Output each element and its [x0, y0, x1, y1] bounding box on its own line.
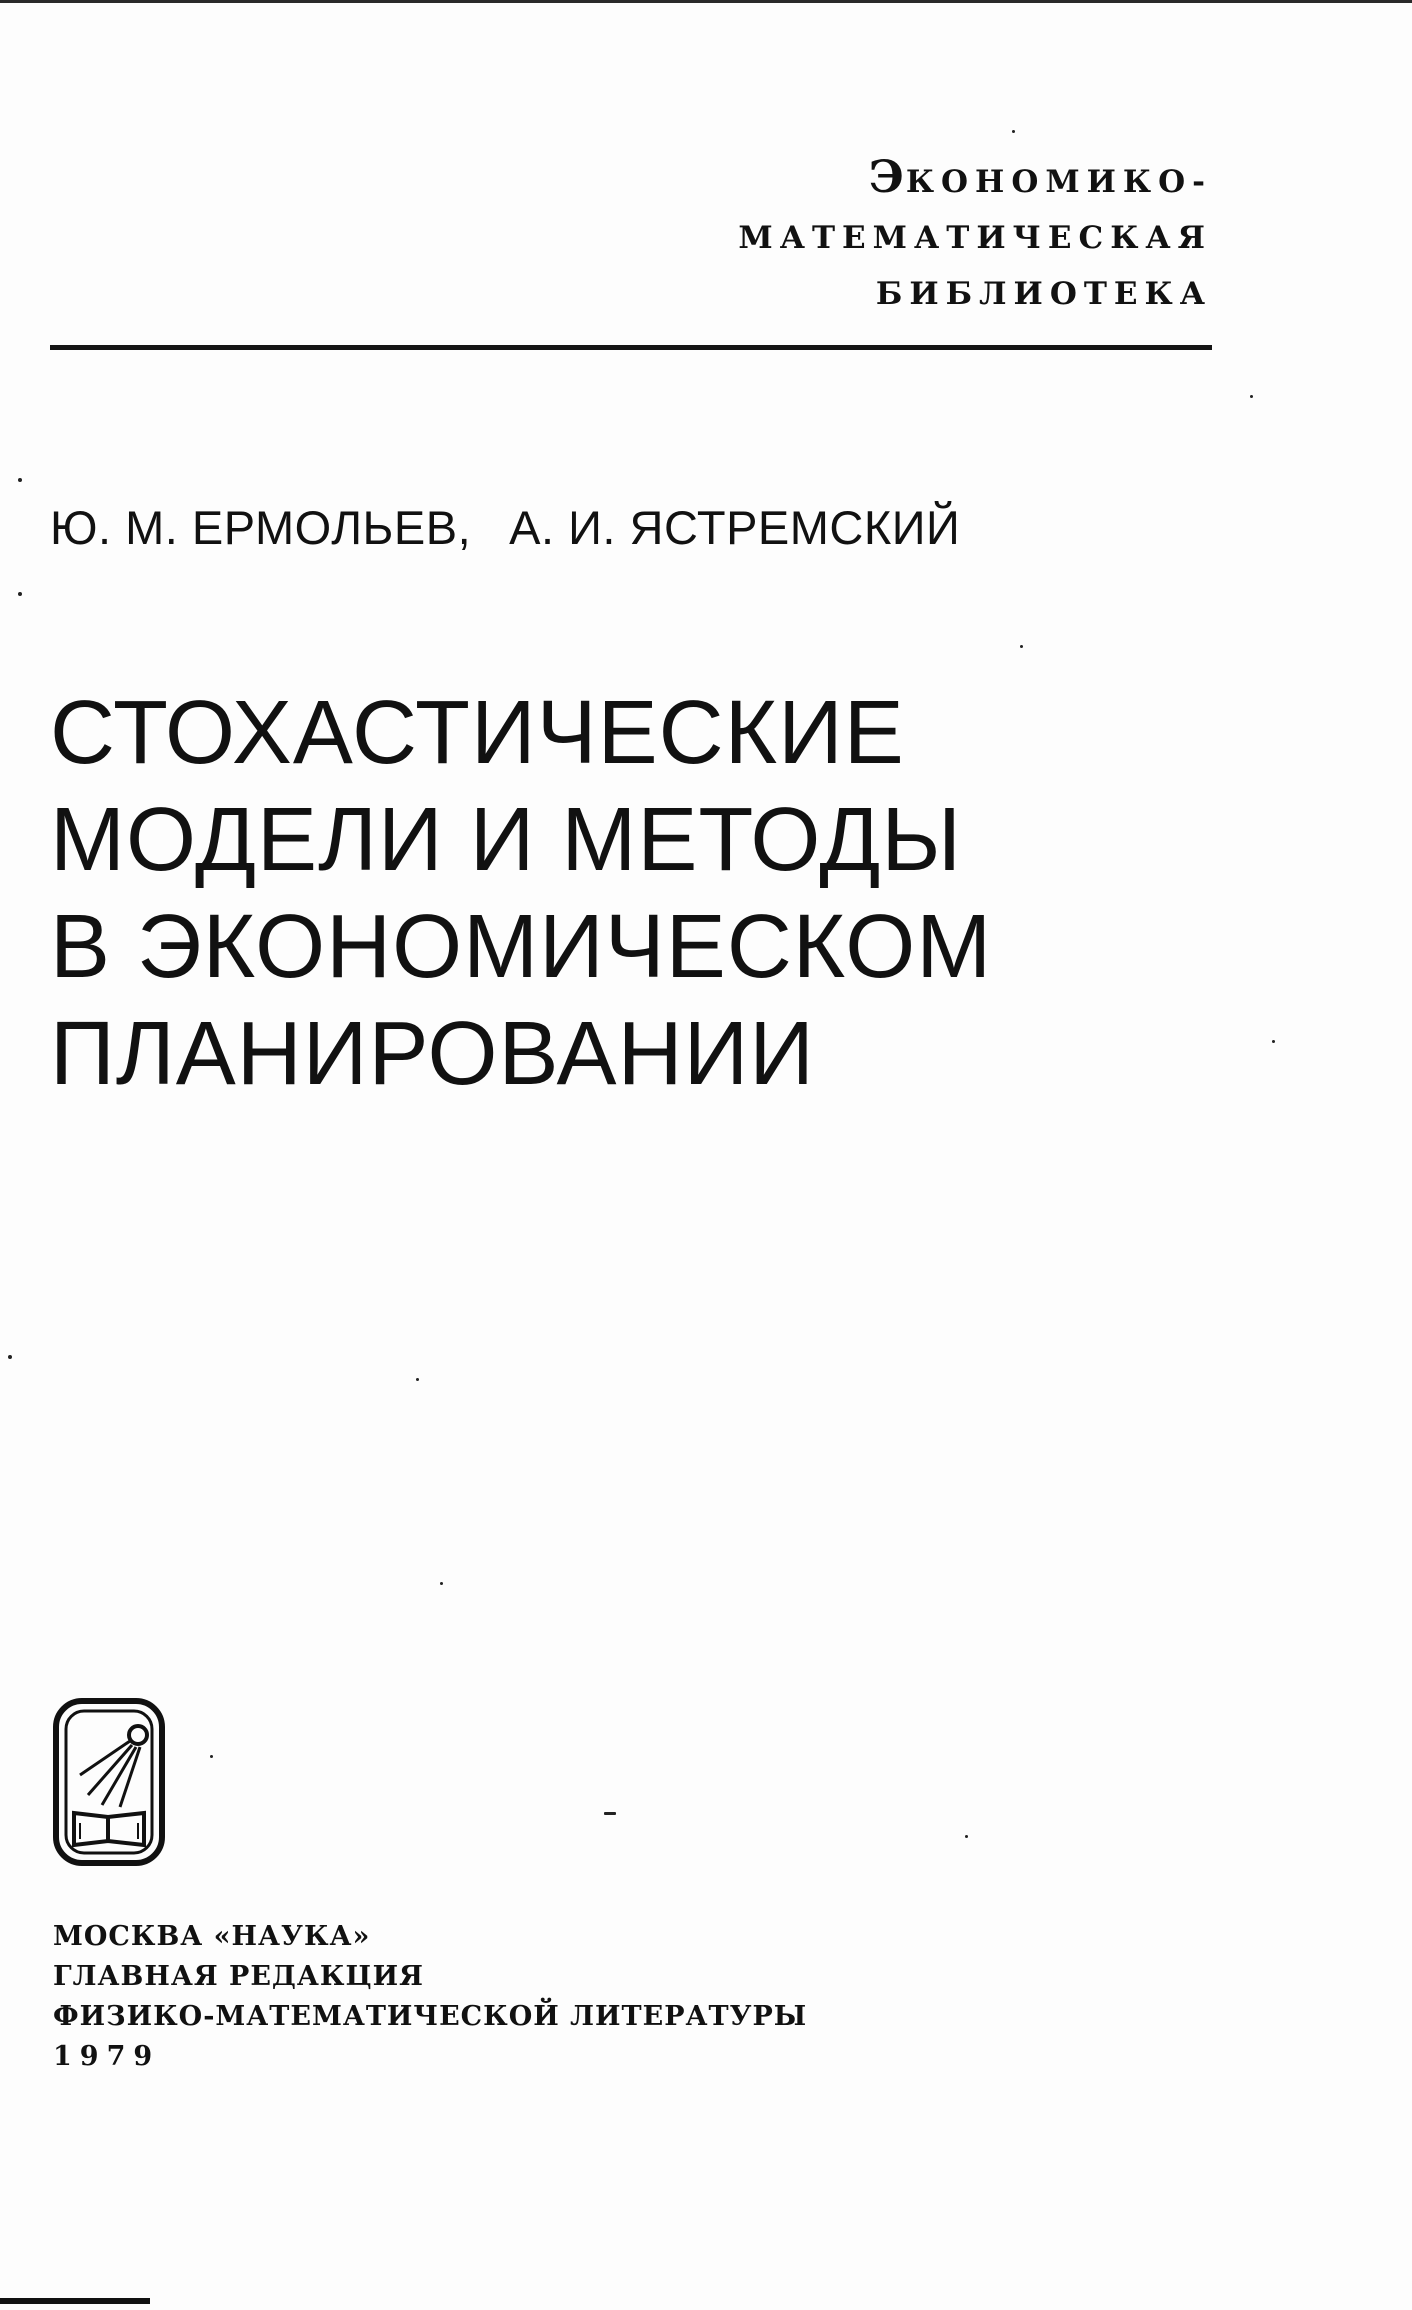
- series-name: [738, 150, 1212, 322]
- scan-speck: [965, 1835, 968, 1838]
- imprint-year: 1979: [53, 2041, 161, 2072]
- series-initial: Э: [868, 152, 906, 203]
- series-line-1: [738, 150, 1212, 210]
- scan-top-edge: [0, 0, 1412, 3]
- scan-speck: [604, 1812, 616, 1815]
- scan-speck: [1250, 395, 1253, 398]
- series-line-2: МАТЕМАТИЧЕСКАЯ: [738, 220, 1212, 256]
- author-1: Ю. М. ЕРМОЛЬЕВ,: [50, 501, 472, 554]
- imprint-line-2: ГЛАВНАЯ РЕДАКЦИЯ: [53, 1961, 424, 1992]
- scan-speck: [8, 1355, 12, 1359]
- series-line-3: БИБЛИОТЕКА: [875, 276, 1212, 312]
- author-2: А. И. ЯСТРЕМСКИЙ: [509, 501, 961, 554]
- imprint: [53, 1917, 807, 2077]
- title-line-4: ПЛАНИРОВАНИИ: [50, 1004, 815, 1104]
- scan-speck: [210, 1755, 213, 1758]
- imprint-line-3: ФИЗИКО-МАТЕМАТИЧЕСКОЙ ЛИТЕРАТУРЫ: [53, 2001, 808, 2032]
- scan-speck: [18, 478, 22, 482]
- book-title: [50, 680, 992, 1108]
- title-line-2: МОДЕЛИ И МЕТОДЫ: [50, 790, 963, 890]
- scan-speck: [1272, 1040, 1275, 1043]
- authors: [50, 500, 960, 555]
- scan-speck: [1012, 130, 1015, 133]
- series-rule: [50, 345, 1212, 350]
- title-line-3: В ЭКОНОМИЧЕСКОМ: [50, 897, 993, 997]
- imprint-line-1: МОСКВА «НАУКА»: [53, 1921, 371, 1952]
- scan-speck: [1020, 645, 1023, 648]
- series-line-1-rest: КОНОМИКО-: [905, 164, 1212, 200]
- publisher-emblem-icon: [50, 1695, 170, 1870]
- scan-speck: [440, 1582, 443, 1585]
- title-line-1: СТОХАСТИЧЕСКИЕ: [50, 683, 905, 783]
- scan-speck: [18, 592, 22, 596]
- scan-speck: [416, 1378, 419, 1381]
- scan-bottom-mark: [0, 2298, 150, 2304]
